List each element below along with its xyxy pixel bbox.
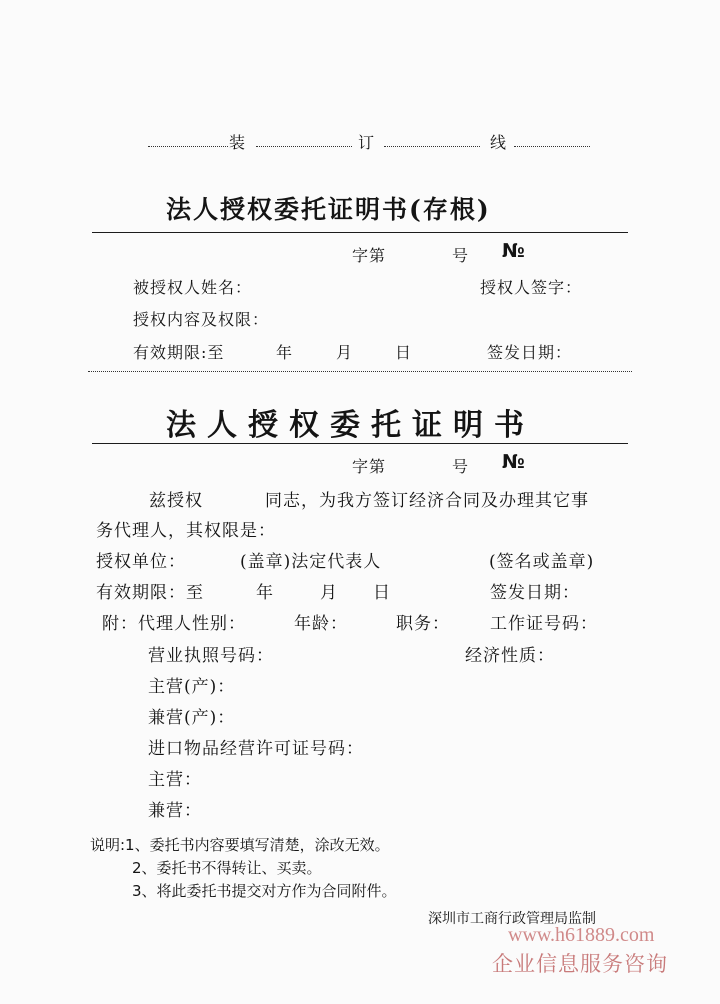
- main-title: 法人授权委托证明书: [166, 408, 535, 443]
- stub-number-sign: №: [502, 240, 525, 262]
- stub-title: 法人授权委托证明书(存根): [166, 195, 491, 224]
- import-license-label: 进口物品经营许可证号码：: [148, 739, 364, 759]
- dotted-leader: [514, 146, 590, 147]
- month-label: 月: [320, 583, 338, 603]
- sign-or-seal-label: (签名或盖章): [489, 552, 595, 572]
- year-label: 年: [256, 583, 274, 603]
- issue-date-label: 签发日期：: [490, 583, 580, 603]
- stub-year-label: 年: [276, 343, 294, 362]
- binding-char-3: 线: [490, 133, 508, 152]
- stub-day-label: 日: [395, 343, 413, 362]
- dotted-leader: [256, 146, 352, 147]
- watermark-url: www.h61889.com: [508, 924, 655, 946]
- authorize-sentence-cont: 务代理人，其权限是：: [96, 521, 276, 541]
- stub-perforation-line: [88, 371, 632, 372]
- attachment-label: 附：: [102, 614, 138, 634]
- business-license-label: 营业执照号码：: [148, 646, 274, 666]
- economic-nature-label: 经济性质：: [465, 646, 555, 666]
- binding-char-2: 订: [358, 133, 376, 152]
- stub-month-label: 月: [336, 343, 354, 362]
- watermark-text: 企业信息服务咨询: [492, 952, 668, 976]
- stub-grantee-name-label: 被授权人姓名：: [133, 278, 253, 297]
- main-number-sign: №: [502, 451, 525, 473]
- stub-hao-label: 号: [452, 246, 470, 265]
- authorizing-unit-label: 授权单位：: [96, 552, 186, 572]
- stub-content-scope-label: 授权内容及权限：: [133, 310, 270, 329]
- agent-gender-label: 代理人性别：: [138, 614, 246, 634]
- note-1: 说明:1、委托书内容要填写清楚，涂改无效。: [90, 836, 390, 854]
- import-side-business-label: 兼营：: [148, 801, 202, 821]
- authorize-sentence: 同志，为我方签订经济合同及办理其它事: [265, 491, 589, 511]
- stub-issue-date-label: 签发日期：: [487, 343, 573, 362]
- stub-title-rule: [92, 232, 628, 233]
- note-3: 3、将此委托书提交对方作为合同附件。: [132, 882, 397, 900]
- dotted-leader: [148, 146, 228, 147]
- stub-zi-label: 字第: [352, 246, 387, 265]
- seal-legal-rep-label: (盖章)法定代表人: [240, 552, 382, 572]
- supervisor-label: 深圳市工商行政管理局监制: [428, 911, 596, 927]
- binding-char-1: 装: [229, 133, 247, 152]
- day-label: 日: [373, 583, 391, 603]
- work-id-label: 工作证号码：: [490, 614, 598, 634]
- dotted-leader: [384, 146, 480, 147]
- import-main-business-label: 主营：: [148, 770, 202, 790]
- age-label: 年龄：: [294, 614, 348, 634]
- main-zi-label: 字第: [352, 457, 387, 476]
- main-title-rule: [92, 443, 628, 444]
- position-label: 职务：: [396, 614, 450, 634]
- side-business-label: 兼营(产)：: [148, 708, 236, 728]
- stub-authorizer-sign-label: 授权人签字：: [480, 278, 583, 297]
- main-business-label: 主营(产)：: [148, 677, 236, 697]
- note-2: 2、委托书不得转让、买卖。: [132, 859, 322, 877]
- authorize-prefix: 兹授权: [149, 491, 203, 511]
- stub-validity-label: 有效期限:至: [133, 343, 225, 362]
- validity-label: 有效期限：至: [96, 583, 204, 603]
- main-hao-label: 号: [452, 457, 470, 476]
